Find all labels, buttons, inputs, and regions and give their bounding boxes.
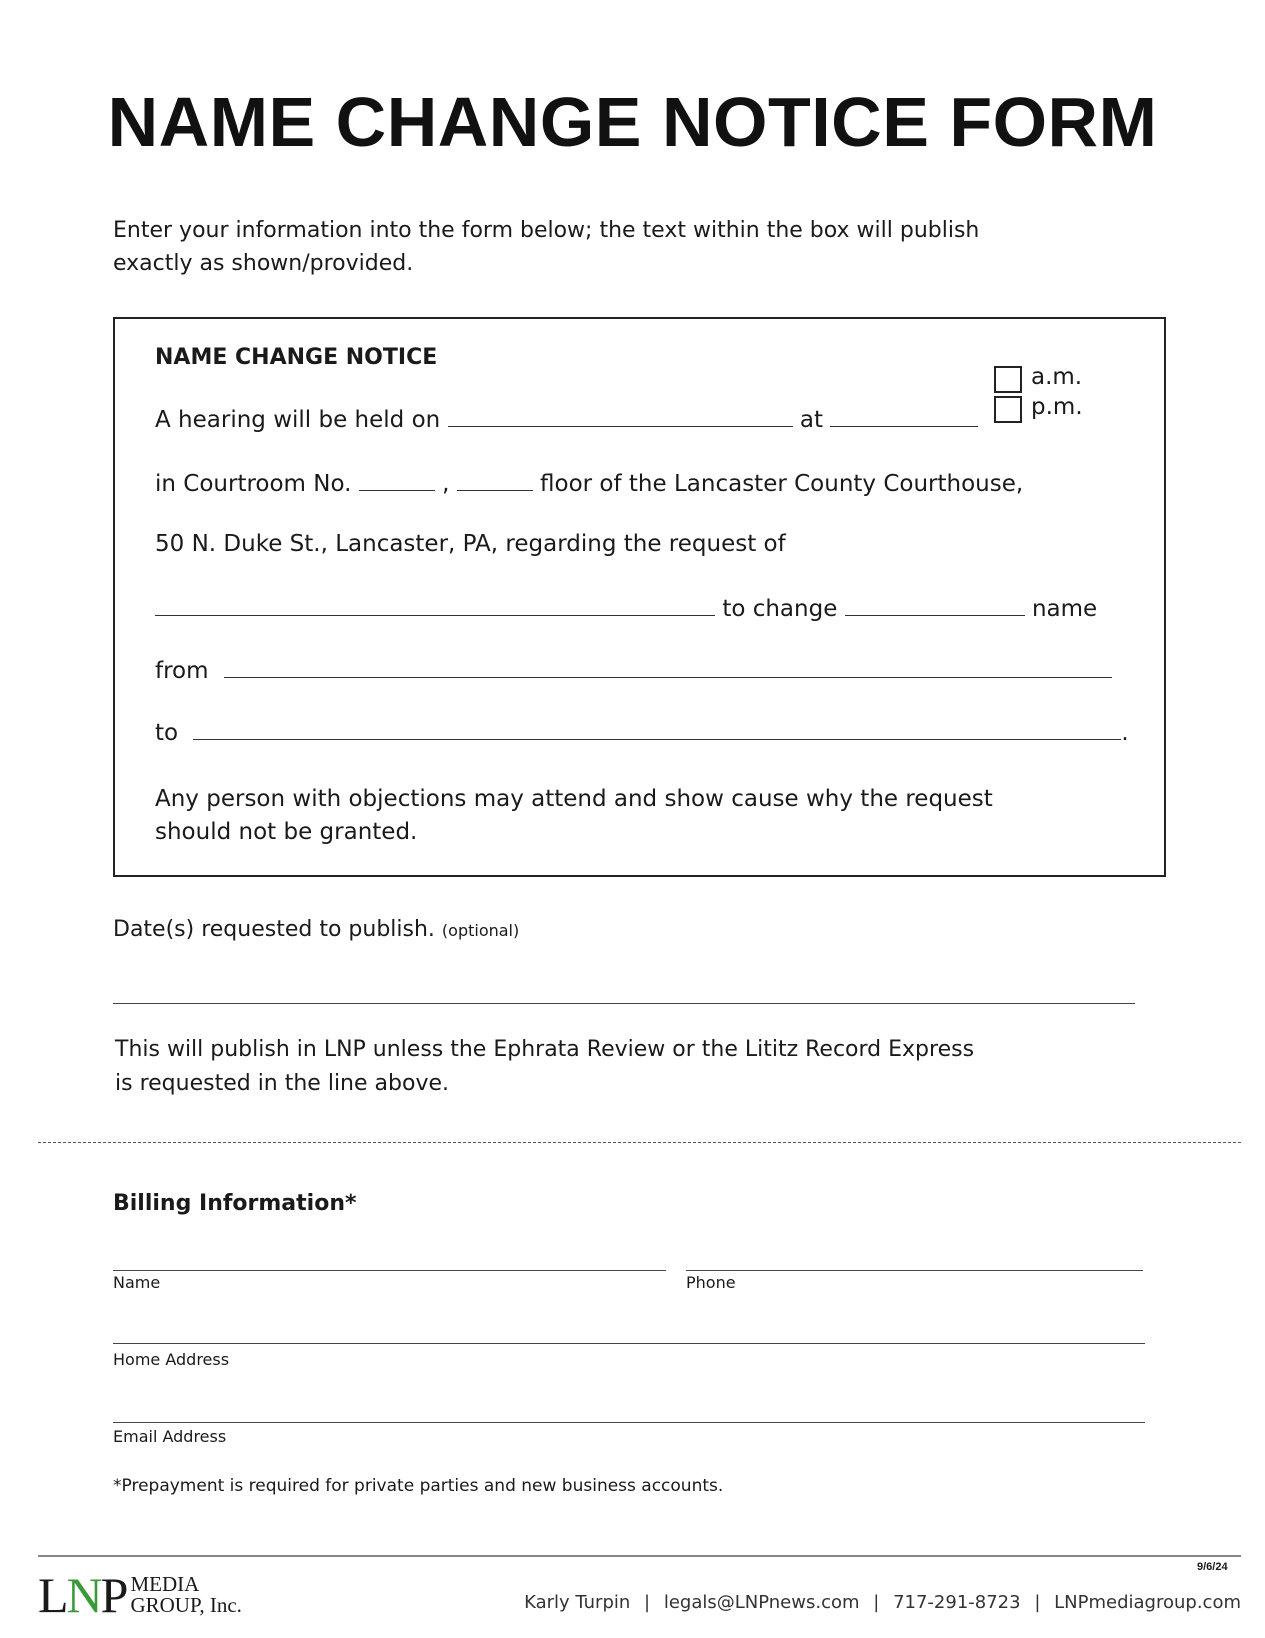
dates-label-text: Date(s) requested to publish. [113, 917, 435, 942]
separator: | [873, 1592, 880, 1613]
at-label: at [799, 407, 823, 433]
billing-email-label: Email Address [113, 1427, 227, 1446]
billing-home-label: Home Address [113, 1350, 230, 1369]
billing-name-label: Name [113, 1273, 161, 1292]
publish-note-line: This will publish in LNP unless the Ephrata Review or the Lititz Record Express [115, 1037, 975, 1062]
whose-name-field[interactable] [845, 594, 1025, 616]
notice-box [113, 317, 1166, 877]
billing-email-field[interactable] [113, 1422, 1145, 1423]
cut-line [38, 1142, 1241, 1143]
hearing-time-field[interactable] [830, 405, 978, 427]
dates-label [113, 917, 519, 942]
address-line: 50 N. Duke St., Lancaster, PA, regarding the request of [155, 531, 786, 557]
revision-date: 9/6/24 [1197, 1561, 1228, 1573]
comma: , [442, 471, 450, 497]
to-change-label: to change [722, 596, 838, 622]
am-label: a.m. [1031, 364, 1083, 390]
contact-name: Karly Turpin [524, 1592, 631, 1613]
lnp-logo [38, 1567, 242, 1623]
logo-line: MEDIA [130, 1572, 200, 1596]
floor-label: floor of the Lancaster County Courthouse, [540, 471, 1024, 497]
separator: | [644, 1592, 651, 1613]
separator: | [1034, 1592, 1041, 1613]
objection-line: Any person with objections may attend and show cause why the request [155, 786, 993, 812]
to-label: to [155, 720, 179, 746]
publish-note-line: is requested in the line above. [115, 1071, 449, 1096]
objection-line: should not be granted. [155, 819, 418, 845]
contact-info [524, 1592, 1241, 1613]
instructions-line: exactly as shown/provided. [113, 251, 414, 276]
billing-phone-field[interactable] [686, 1270, 1143, 1271]
name-label: name [1031, 596, 1098, 622]
billing-phone-label: Phone [686, 1273, 736, 1292]
pm-checkbox[interactable] [994, 396, 1022, 423]
logo-letters: LNP [38, 1567, 127, 1623]
prepayment-note: *Prepayment is required for private parties and new business accounts. [113, 1476, 724, 1496]
contact-phone: 717-291-8723 [893, 1592, 1021, 1613]
period: . [1121, 720, 1129, 746]
logo-line: GROUP, Inc. [130, 1593, 242, 1617]
floor-field[interactable] [457, 469, 533, 491]
hearing-date-field[interactable] [448, 405, 793, 427]
notice-heading: NAME CHANGE NOTICE [155, 345, 438, 370]
publish-note [115, 1033, 974, 1101]
pm-label: p.m. [1031, 394, 1083, 420]
contact-email-link[interactable]: legals@LNPnews.com [663, 1592, 860, 1613]
optional-label: (optional) [441, 921, 520, 940]
instructions-line: Enter your information into the form below; the text within the box will publish [113, 218, 980, 243]
courtroom-field[interactable] [359, 469, 435, 491]
billing-home-field[interactable] [113, 1343, 1145, 1344]
hearing-label: A hearing will be held on [155, 407, 441, 433]
courtroom-label: in Courtroom No. [155, 471, 352, 497]
billing-heading: Billing Information* [113, 1191, 357, 1216]
to-name-field[interactable] [193, 718, 1121, 740]
page-title: NAME CHANGE NOTICE FORM [107, 83, 1158, 161]
am-checkbox[interactable] [994, 366, 1022, 393]
billing-name-field[interactable] [113, 1270, 666, 1271]
logo-text [130, 1574, 241, 1616]
instructions [113, 214, 1113, 280]
footer-divider [38, 1555, 1241, 1557]
website-link[interactable]: LNPmediagroup.com [1054, 1592, 1241, 1613]
from-name-field[interactable] [224, 656, 1112, 678]
from-label: from [155, 658, 209, 684]
petitioner-field[interactable] [155, 594, 715, 616]
dates-field[interactable] [113, 1003, 1135, 1004]
